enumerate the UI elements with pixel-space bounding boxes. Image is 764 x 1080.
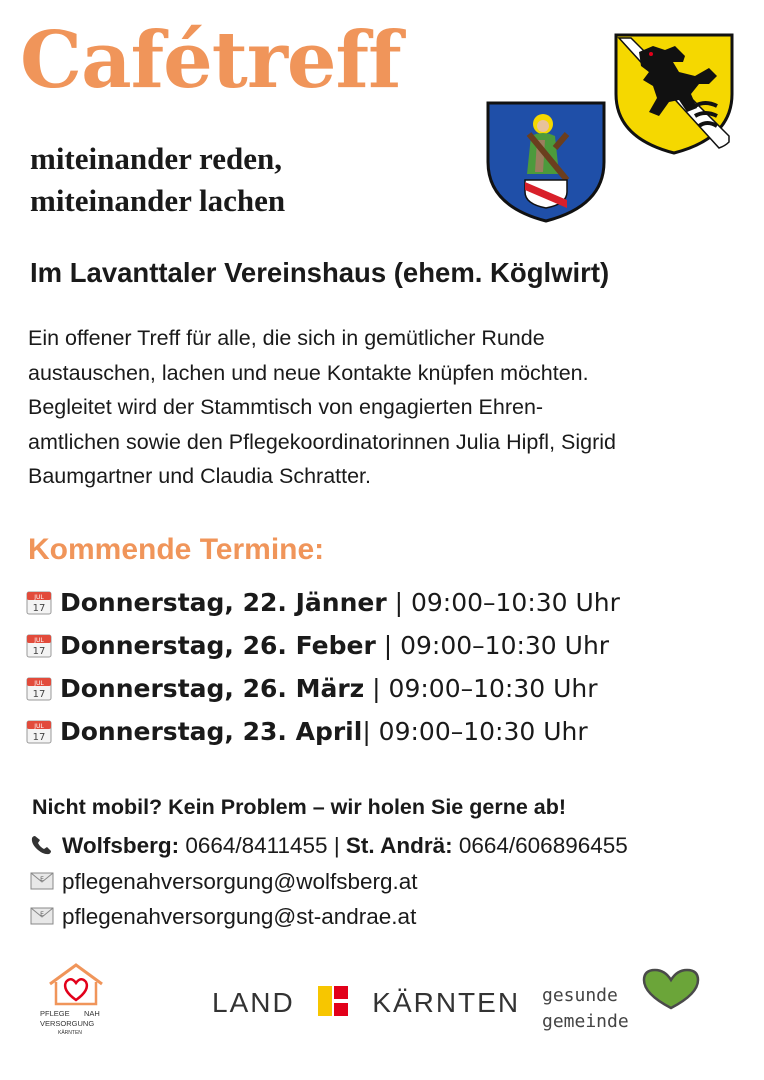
versorgung-label: VERSORGUNG [40, 1019, 95, 1028]
calendar-day: 17 [32, 603, 46, 614]
gesunde-label: gesunde [542, 985, 618, 1006]
kaernten-flag-icon [318, 986, 348, 1016]
termin-date: Donnerstag, 26. März [60, 674, 365, 703]
pflege-label: PFLEGE [40, 1009, 70, 1018]
termin-date: Donnerstag, 23. April [60, 717, 363, 746]
calendar-month: JUL [34, 637, 44, 644]
email-icon [30, 870, 54, 892]
description-line: Baumgartner und Claudia Schratter. [28, 464, 372, 488]
description-line: Ein offener Treff für alle, die sich in gemütlicher Runde [28, 326, 545, 350]
email-icon-letter: E [40, 911, 44, 918]
termin-date: Donnerstag, 26. Feber [60, 631, 376, 660]
termin-time: | 09:00–10:30 Uhr [386, 588, 620, 617]
nah-label: NAH [84, 1009, 100, 1018]
coat-of-arms-andrae-icon [485, 100, 607, 224]
termin-item [26, 718, 588, 744]
tagline-line-1: miteinander reden, [30, 141, 283, 176]
gemeinde-label: gemeinde [542, 1011, 629, 1032]
email-icon-letter: E [40, 876, 44, 883]
description-line: austauschen, lachen und neue Kontakte knüpfen möchten. [28, 360, 589, 385]
kaernten-small-label: KÄRNTEN [58, 1030, 82, 1036]
coat-of-arms-wolfsberg-icon [613, 32, 735, 156]
venue-heading: Im Lavanttaler Vereinshaus (ehem. Köglwirt) [30, 257, 610, 288]
kaernten-label: KÄRNTEN [372, 987, 521, 1018]
email-line [30, 905, 416, 929]
calendar-month: JUL [34, 723, 44, 730]
phone-label-wolfsberg: Wolfsberg: [62, 833, 180, 858]
calendar-month: JUL [34, 680, 44, 687]
termin-item [26, 632, 609, 658]
tagline-line-2: miteinander lachen [30, 183, 286, 218]
termin-time: | 09:00–10:30 Uhr [362, 717, 588, 746]
calendar-icon [26, 589, 52, 615]
green-heart-icon [638, 966, 704, 1012]
land-kaernten-logo [212, 986, 520, 1017]
calendar-day: 17 [32, 646, 46, 657]
calendar-month: JUL [34, 594, 44, 601]
phone-number-andrae[interactable]: 0664/606896455 [452, 833, 628, 858]
termin-item [26, 589, 620, 615]
telephone-icon [30, 834, 54, 856]
calendar-icon [26, 675, 52, 701]
page-title: Cafétreff [20, 15, 401, 106]
description-line: Begleitet wird der Stammtisch von engagierten Ehren- [28, 395, 544, 419]
termin-date: Donnerstag, 22. Jänner [60, 588, 387, 617]
termin-time: | 09:00–10:30 Uhr [375, 631, 610, 660]
phone-line [30, 834, 628, 858]
pickup-note: Nicht mobil? Kein Problem – wir holen Sie gerne ab! [32, 795, 567, 819]
description [28, 321, 748, 494]
description-line: amtlichen sowie den Pflegekoordinatorinnen Julia Hipfl, Sigrid [28, 429, 616, 454]
email-andrae[interactable]: pflegenahversorgung@st-andrae.at [62, 904, 417, 929]
phone-number-wolfsberg[interactable]: 0664/8411455 | [179, 833, 346, 858]
calendar-icon [26, 632, 52, 658]
house-heart-icon [44, 962, 108, 1008]
pflege-nahversorgung-logo [36, 962, 118, 1042]
calendar-day: 17 [32, 689, 46, 700]
calendar-icon [26, 718, 52, 744]
email-line [30, 870, 418, 894]
termin-item [26, 675, 598, 701]
calendar-day: 17 [32, 732, 46, 743]
termine-heading: Kommende Termine: [28, 533, 325, 566]
land-label: LAND [212, 987, 295, 1018]
email-wolfsberg[interactable]: pflegenahversorgung@wolfsberg.at [62, 869, 418, 894]
phone-label-andrae: St. Andrä: [345, 833, 453, 858]
termin-time: | 09:00–10:30 Uhr [364, 674, 598, 703]
email-icon [30, 905, 54, 927]
